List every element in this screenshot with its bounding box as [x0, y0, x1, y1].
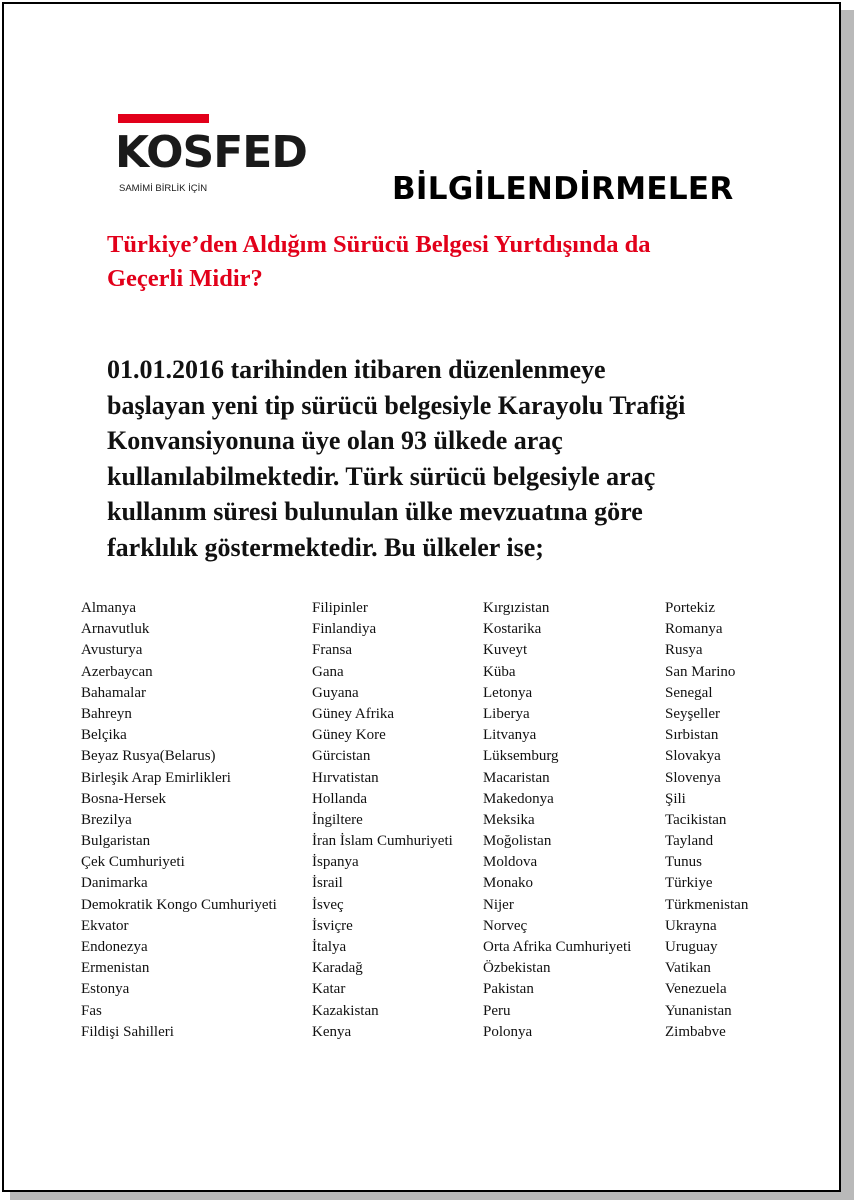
country-item: Belçika	[81, 727, 127, 744]
question-line: Geçerli Midir?	[107, 265, 263, 292]
country-item: Makedonya	[483, 790, 554, 807]
country-item: Azerbaycan	[81, 663, 153, 680]
country-item: Finlandiya	[312, 621, 377, 638]
country-item: Ermenistan	[81, 960, 150, 977]
country-item: Karadağ	[312, 960, 363, 977]
country-item: Kuveyt	[483, 642, 528, 659]
country-item: Portekiz	[665, 600, 715, 616]
country-item: Filipinler	[312, 600, 368, 616]
country-item: Bahamalar	[81, 684, 146, 701]
country-item: Güney Afrika	[312, 705, 395, 722]
country-item: Beyaz Rusya(Belarus)	[81, 748, 216, 765]
country-item: Hırvatistan	[312, 769, 379, 786]
country-item: Katar	[312, 981, 346, 998]
country-item: Özbekistan	[483, 960, 551, 977]
country-item: Macaristan	[483, 769, 550, 786]
country-item: Letonya	[483, 684, 533, 701]
country-item: Avusturya	[81, 642, 143, 659]
country-item: İsveç	[312, 896, 344, 913]
country-item: Ekvator	[81, 917, 129, 934]
country-item: Liberya	[483, 705, 530, 722]
country-item: Güney Kore	[312, 727, 386, 744]
intro-line: kullanım süresi bulunulan ülke mevzuatına göre	[107, 497, 643, 526]
country-item: Yunanistan	[665, 1002, 732, 1019]
country-item: Venezuela	[665, 981, 727, 998]
section-title: BİLGİLENDİRMELER	[392, 171, 734, 207]
intro-paragraph	[107, 352, 827, 565]
country-item: Şili	[665, 790, 686, 807]
question-heading	[107, 228, 797, 296]
country-item: Ukrayna	[665, 917, 717, 934]
country-item: Polonya	[483, 1023, 533, 1040]
country-item: Rusya	[665, 642, 703, 659]
country-item: Tunus	[665, 854, 702, 871]
country-item: Meksika	[483, 811, 535, 828]
country-item: Monako	[483, 875, 533, 892]
country-item: Tayland	[665, 833, 714, 850]
country-item: Pakistan	[483, 981, 534, 998]
kosfed-logo	[115, 114, 318, 194]
country-item: İran İslam Cumhuriyeti	[312, 833, 453, 850]
country-item: Bulgaristan	[81, 833, 151, 850]
intro-line: 01.01.2016 tarihinden itibaren düzenlenmeye	[107, 355, 606, 384]
country-item: Guyana	[312, 684, 359, 701]
country-item: Türkmenistan	[665, 896, 749, 913]
country-item: Endonezya	[81, 939, 148, 955]
country-item: İtalya	[312, 939, 347, 955]
country-item: Sırbistan	[665, 727, 719, 744]
country-item: Moldova	[483, 854, 538, 871]
country-item: Gürcistan	[312, 748, 371, 765]
country-item: Birleşik Arap Emirlikleri	[81, 769, 231, 786]
country-list-column-2	[312, 598, 453, 1043]
country-item: Çek Cumhuriyeti	[81, 854, 185, 871]
country-item: Moğolistan	[483, 833, 552, 850]
intro-line: kullanılabilmektedir. Türk sürücü belgesiyle araç	[107, 461, 656, 491]
country-item: San Marino	[665, 663, 736, 680]
country-item: Kenya	[312, 1023, 352, 1040]
country-item: Nijer	[483, 896, 514, 913]
country-item: Arnavutluk	[81, 621, 150, 638]
intro-line: farklılık göstermektedir. Bu ülkeler ise;	[107, 532, 544, 562]
country-item: Küba	[483, 663, 516, 680]
intro-line: başlayan yeni tip sürücü belgesiyle Karayolu Trafiği	[107, 390, 686, 420]
country-item: Almanya	[81, 600, 136, 616]
page-shadow-bottom	[10, 1192, 854, 1200]
country-item: Fas	[81, 1002, 102, 1019]
country-item: Kazakistan	[312, 1002, 379, 1019]
country-item: Fildişi Sahilleri	[81, 1023, 174, 1040]
country-item: Senegal	[665, 684, 713, 701]
country-item: Vatikan	[665, 960, 711, 977]
country-item: İspanya	[312, 854, 359, 871]
question-line: Türkiye’den Aldığım Sürücü Belgesi Yurtdışında da	[107, 231, 651, 258]
country-item: İngiltere	[312, 811, 363, 828]
country-item: Türkiye	[665, 875, 713, 892]
country-item: Uruguay	[665, 939, 718, 955]
logo-tagline: SAMİMİ BİRLİK İÇİN	[119, 183, 208, 194]
country-item: Lüksemburg	[483, 748, 559, 765]
country-item: Litvanya	[483, 727, 537, 744]
logo-red-bar	[118, 114, 209, 123]
country-item: Demokratik Kongo Cumhuriyeti	[81, 896, 277, 913]
country-item: Kırgızistan	[483, 600, 550, 616]
country-item: Hollanda	[312, 790, 367, 807]
country-item: Slovenya	[665, 769, 721, 786]
country-item: Brezilya	[81, 811, 132, 828]
country-item: Peru	[483, 1002, 511, 1019]
country-item: Estonya	[81, 981, 130, 998]
country-item: Kostarika	[483, 621, 542, 638]
country-item: İsviçre	[312, 917, 353, 934]
country-item: Zimbabve	[665, 1023, 726, 1040]
country-list-column-1	[81, 598, 277, 1043]
country-item: Romanya	[665, 621, 723, 638]
country-item: Bosna-Hersek	[81, 790, 166, 807]
country-item: Seyşeller	[665, 705, 720, 722]
country-item: Slovakya	[665, 748, 721, 765]
country-list-column-3	[483, 598, 631, 1043]
country-item: Gana	[312, 663, 344, 680]
page-shadow-right	[841, 10, 854, 1200]
country-item: Orta Afrika Cumhuriyeti	[483, 939, 632, 955]
country-item: Bahreyn	[81, 705, 132, 722]
country-item: Norveç	[483, 917, 528, 934]
country-item: İsrail	[312, 875, 343, 892]
country-item: Fransa	[312, 642, 352, 659]
logo-wordmark: KOSFED	[115, 127, 307, 178]
country-item: Danimarka	[81, 875, 148, 892]
country-list-column-4	[665, 598, 748, 1043]
intro-line: Konvansiyonuna üye olan 93 ülkede araç	[107, 426, 563, 455]
country-item: Tacikistan	[665, 811, 727, 828]
